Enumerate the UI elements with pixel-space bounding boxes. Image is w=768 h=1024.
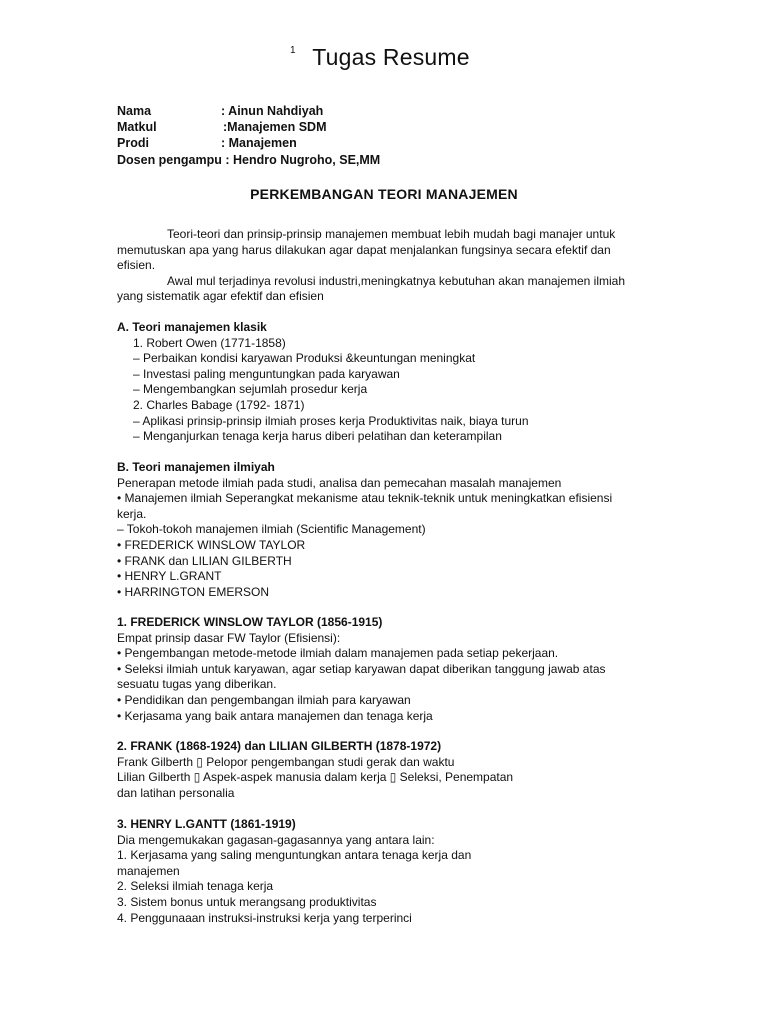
list-item: • FRANK dan LILIAN GILBERTH [117, 553, 292, 568]
info-label: Nama [117, 104, 152, 118]
list-item: manajemen [117, 863, 180, 878]
section-heading: 3. HENRY L.GANTT (1861-1919) [117, 817, 296, 831]
student-info [117, 103, 657, 168]
section-gantt [117, 817, 657, 926]
section-heading: B. Teori manajemen ilmiyah [117, 460, 275, 474]
intro-line: Awal mul terjadinya revolusi industri,meningkatnya kebutuhan akan manajemen ilmiah [167, 273, 626, 288]
list-item: – Perbaikan kondisi karyawan Produksi &keuntungan meningkat [133, 351, 476, 366]
list-item: 3. Sistem bonus untuk merangsang produktivitas [117, 894, 377, 909]
intro-line: memutuskan apa yang harus dilakukan agar dapat menjalankan fungsinya secara efektif dan [117, 242, 611, 257]
list-item: dan latihan personalia [117, 785, 235, 800]
intro-line: yang sistematik agar efektif dan efisien [117, 289, 324, 304]
section-heading: A. Teori manajemen klasik [117, 320, 267, 334]
info-row-matkul [117, 119, 380, 135]
list-item: kerja. [117, 506, 147, 521]
list-item: Empat prinsip dasar FW Taylor (Efisiensi): [117, 630, 341, 645]
info-label: Matkul [117, 120, 157, 135]
list-item: Penerapan metode ilmiah pada studi, analisa dan pemecahan masalah manajemen [117, 475, 562, 490]
info-value: : Hendro Nugroho, SE,MM [225, 152, 381, 167]
info-value: :Manajemen SDM [223, 120, 327, 135]
list-item: – Mengembangkan sejumlah prosedur kerja [133, 382, 368, 397]
list-item: • Manajemen ilmiah Seperangkat mekanisme atau teknik-teknik untuk meningkatkan efisiensi [117, 491, 613, 506]
info-dosen [117, 152, 380, 168]
list-item: 1. Kerjasama yang saling menguntungkan antara tenaga kerja dan [117, 848, 472, 863]
list-item: • Pengembangan metode-metode ilmiah dalam manajemen pada setiap pekerjaan. [117, 646, 559, 661]
list-item: – Aplikasi prinsip-prinsip ilmiah proses kerja Produktivitas naik, biaya turun [133, 413, 529, 428]
intro-line: efisien. [117, 258, 156, 273]
section-a [117, 320, 657, 445]
list-item: Frank Gilberth ▯ Pelopor pengembangan studi gerak dan waktu [117, 754, 455, 769]
list-item: • Pendidikan dan pengembangan ilmiah para karyawan [117, 692, 411, 707]
intro-paragraphs [117, 227, 657, 305]
section-heading: 2. FRANK (1868-1924) dan LILIAN GILBERTH (1878-1972) [117, 739, 442, 753]
section-taylor [117, 615, 657, 724]
list-item: • FREDERICK WINSLOW TAYLOR [117, 537, 306, 552]
info-value: : Ainun Nahdiyah [221, 104, 324, 118]
info-value: : Manajemen [221, 136, 297, 151]
student-info-table [117, 103, 380, 168]
list-item: Dia mengemukakan gagasan-gagasannya yang antara lain: [117, 832, 435, 847]
list-item: – Investasi paling menguntungkan pada karyawan [133, 366, 400, 381]
info-row-prodi [117, 135, 380, 151]
main-heading: PERKEMBANGAN TEORI MANAJEMEN [250, 186, 518, 202]
list-item: Lilian Gilberth ▯ Aspek-aspek manusia dalam kerja ▯ Seleksi, Penempatan [117, 770, 514, 785]
list-item: – Tokoh-tokoh manajemen ilmiah (Scientific Management) [117, 522, 426, 537]
info-label: Dosen pengampu [117, 152, 222, 167]
intro-line: Teori-teori dan prinsip-prinsip manajemen membuat lebih mudah bagi manajer untuk [167, 227, 616, 241]
list-item: • Seleksi ilmiah untuk karyawan, agar setiap karyawan dapat diberikan tanggung jawab atas [117, 661, 606, 676]
list-item: 1. Robert Owen (1771-1858) [133, 335, 286, 350]
list-item: • HARRINGTON EMERSON [117, 584, 269, 599]
document-title: Tugas Resume [312, 44, 470, 70]
list-item: sesuatu tugas yang diberikan. [117, 677, 277, 692]
list-item: 2. Seleksi ilmiah tenaga kerja [117, 879, 274, 894]
info-label: Prodi [117, 136, 149, 151]
list-item: 2. Charles Babage (1792- 1871) [133, 397, 305, 412]
list-item: – Menganjurkan tenaga kerja harus diberi pelatihan dan keterampilan [133, 429, 502, 444]
section-heading: 1. FREDERICK WINSLOW TAYLOR (1856-1915) [117, 615, 383, 629]
list-item: 4. Penggunaaan instruksi-instruksi kerja yang terperinci [117, 910, 412, 925]
info-row-nama [117, 103, 380, 119]
page-number: 1 [290, 45, 296, 56]
info-row-dosen [117, 152, 380, 168]
section-b [117, 460, 657, 600]
document-title-row [0, 44, 768, 71]
list-item: • HENRY L.GRANT [117, 569, 222, 584]
section-gilberth [117, 739, 657, 801]
list-item: • Kerjasama yang baik antara manajemen dan tenaga kerja [117, 708, 433, 723]
